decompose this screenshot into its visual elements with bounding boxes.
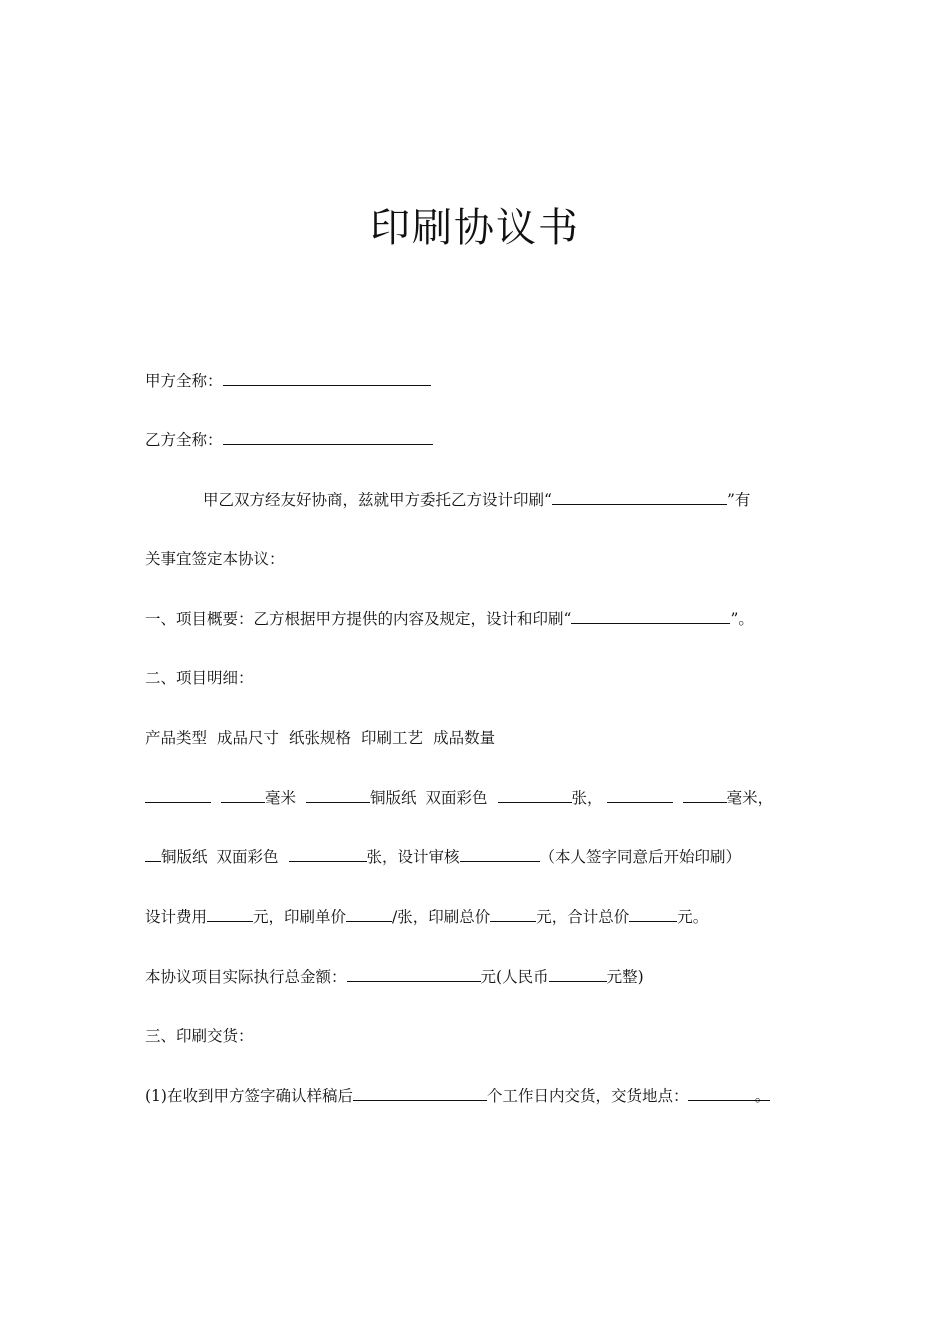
party-a-line bbox=[145, 370, 431, 392]
section-2-heading: 二、项目明细： bbox=[145, 669, 254, 687]
col-quantity: 成品数量 bbox=[433, 729, 496, 747]
party-b-line bbox=[145, 429, 433, 451]
product-type-blank[interactable] bbox=[145, 787, 211, 803]
total-amount-line: 本协议项目实际执行总金额： 元(人民币 元整) bbox=[145, 968, 644, 986]
total-amount-blank[interactable] bbox=[383, 966, 447, 982]
quantity-blank[interactable] bbox=[512, 787, 550, 803]
item-row-1: 毫米 铜版纸 双面彩色 张， 毫米， bbox=[145, 787, 773, 809]
party-a-blank[interactable] bbox=[223, 370, 323, 386]
delivery-line: (1)在收到甲方签字确认样稿后 个工作日内交货，交货地点： 。 bbox=[145, 1087, 771, 1105]
party-b-blank[interactable] bbox=[223, 429, 341, 445]
party-b-label: 乙方全称： bbox=[145, 431, 223, 449]
col-process: 印刷工艺 bbox=[361, 729, 424, 747]
unit-price-blank[interactable] bbox=[372, 906, 392, 922]
party-a-label: 甲方全称： bbox=[145, 372, 223, 390]
section-1: 一、项目概要：乙方根据甲方提供的内容及规定，设计和印刷“ ”。 bbox=[145, 610, 754, 628]
design-review-blank[interactable] bbox=[476, 846, 512, 862]
grand-total-blank[interactable] bbox=[629, 906, 677, 922]
paper-blank[interactable] bbox=[306, 787, 358, 803]
workdays-blank[interactable] bbox=[353, 1085, 487, 1101]
project-name-blank[interactable] bbox=[577, 489, 687, 505]
col-size: 成品尺寸 bbox=[217, 729, 280, 747]
columns-header bbox=[145, 727, 495, 749]
col-product-type: 产品类型 bbox=[145, 729, 208, 747]
section-3-heading: 三、印刷交货： bbox=[145, 1027, 254, 1045]
total-rmb-blank[interactable] bbox=[549, 966, 607, 982]
fee-line: 设计费用 元，印刷单价 /张，印刷总价 元，合计总价 元。 bbox=[145, 908, 709, 926]
section-1-blank[interactable] bbox=[606, 608, 698, 624]
col-paper: 纸张规格 bbox=[289, 729, 352, 747]
item-row-2: 铜版纸 双面彩色 张，设计审核 （本人签字同意后开始印刷） bbox=[145, 846, 741, 868]
intro-line-2: 关事宜签定本协议： bbox=[145, 550, 285, 568]
document-title: 印刷协议书 bbox=[370, 205, 580, 251]
delivery-location-blank[interactable] bbox=[688, 1085, 754, 1101]
print-total-blank[interactable] bbox=[490, 906, 536, 922]
intro-line-1: 甲乙双方经友好协商，兹就甲方委托乙方设计印刷“ ”有 bbox=[203, 491, 751, 509]
design-fee-blank[interactable] bbox=[207, 906, 253, 922]
size-blank[interactable] bbox=[235, 787, 253, 803]
intro-text: 甲乙双方经友好协商，兹就甲方委托乙方设计印刷“ bbox=[203, 491, 552, 509]
section-1-text: 一、项目概要：乙方根据甲方提供的内容及规定，设计和印刷“ bbox=[145, 610, 572, 628]
